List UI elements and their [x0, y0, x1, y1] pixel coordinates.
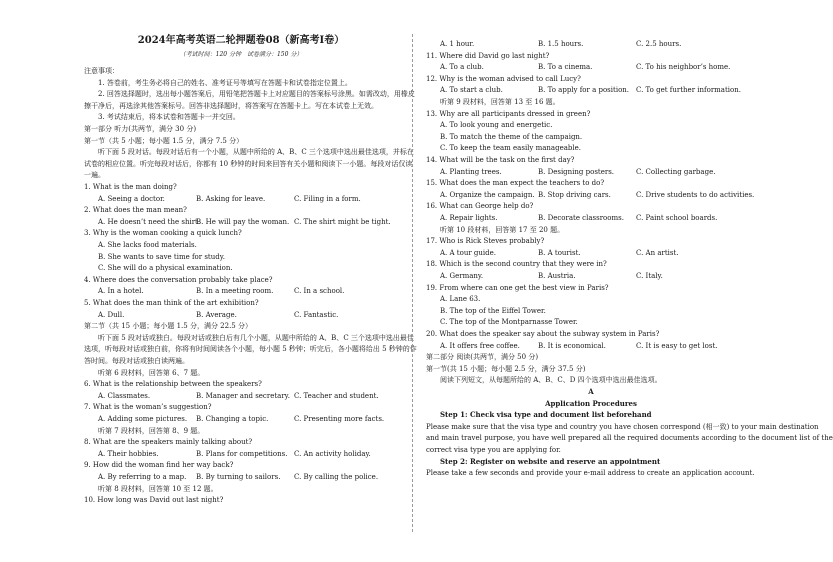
text-line: 听第 7 段材料，回答第 8、9 题。: [98, 426, 205, 435]
answer-option: C. By calling the police.: [294, 473, 379, 481]
question-text: 16. What can George help do?: [426, 202, 534, 211]
answer-option: B. Asking for leave.: [196, 194, 266, 203]
answer-option: A. Planting trees.: [440, 167, 502, 176]
answer-option: A. Repair lights.: [440, 214, 498, 222]
answer-option: A. In a hotel.: [98, 287, 144, 296]
answer-option: B. He will pay the woman.: [196, 217, 290, 226]
answer-option: A. It offers free coffee.: [440, 341, 520, 350]
answer-options-row: [84, 390, 398, 402]
question-text: 12. Why is the woman advised to call Lucy?: [426, 74, 581, 83]
answer-options-row: [84, 193, 398, 205]
answer-options-row: [426, 247, 756, 259]
answer-options-row: [84, 309, 398, 321]
question-text: 8. What are the speakers mainly talking about?: [84, 438, 253, 447]
answer-option: C. Filing in a form.: [294, 194, 361, 203]
answer-option: A. He doesn’t need the shirt.: [98, 217, 201, 226]
answer-option: A. To a club.: [440, 63, 484, 72]
answer-options-row: [84, 448, 398, 460]
question-text: 1. What is the man doing?: [84, 183, 177, 191]
question-text: 9. How did the woman find her way back?: [84, 461, 234, 470]
answer-option: B. In a meeting room.: [196, 287, 274, 296]
answer-options-row: [84, 216, 398, 228]
answer-option: B. To apply for a position.: [538, 86, 630, 95]
question-text: 2. 回答选择题时，选出每小题答案后，用铅笔把答题卡上对应题目的答案标号涂黑。如需改动，用橡皮: [98, 90, 415, 99]
text-line: B. She wants to save time for study.: [98, 252, 225, 261]
answer-option: A. Classmates.: [98, 391, 151, 400]
text-line: C. She will do a physical examination.: [98, 264, 233, 273]
text-line: 选项，听每段对话或独白前，你将有时间阅读各个小题，每小题 5 秒钟；听完后，各小题将给出 5 秒钟的作: [84, 345, 417, 354]
answer-option: B. Plans for competitions.: [196, 449, 288, 458]
text-line: 听第 6 段材料，回答第 6、7 题。: [98, 368, 205, 377]
text-line: Step 2: Register on website and reserve an appointment: [440, 456, 661, 466]
text-line: 注意事项：: [84, 67, 119, 75]
question-text: 18. Which is the second country that they were in?: [426, 260, 607, 269]
text-line: correct visa type you are applying for.: [426, 446, 561, 454]
answer-option: B. Designing posters.: [538, 167, 615, 176]
question-text: 19. From where can one get the best view in Paris?: [426, 283, 609, 292]
answer-option: B. A tourist.: [538, 248, 581, 257]
answer-option: C. 2.5 hours.: [636, 40, 682, 48]
answer-options-row: [84, 471, 398, 483]
answer-option: B. To a cinema.: [538, 63, 593, 72]
question-text: 1. 答卷前，考生务必将自己的姓名、准考证号等填写在答题卡和试卷指定位置上。: [98, 78, 352, 87]
answer-option: C. To his neighbor’s home.: [636, 63, 731, 72]
answer-option: C. An activity holiday.: [294, 449, 371, 458]
text-line: Application Procedures: [545, 398, 637, 408]
question-text: 13. Why are all participants dressed in green?: [426, 109, 591, 118]
question-text: 3. 考试结束后，将本试卷和答题卡一并交回。: [98, 113, 240, 122]
text-line: 第一部分 听力(共两节，满分 30 分): [84, 125, 197, 133]
text-line: 擦干净后，再选涂其他答案标号。回答非选择题时，将答案写在答题卡上。写在本试卷上无效。: [84, 101, 378, 110]
text-line: 第一节（共 5 小题；每小题 1.5 分，满分 7.5 分）: [84, 136, 244, 145]
question-text: 6. What is the relationship between the speakers?: [84, 380, 262, 389]
answer-option: C. Presenting more facts.: [294, 415, 385, 423]
answer-option: B. Austria.: [538, 272, 576, 280]
exam-title: 2024年高考英语二轮押题卷08（新高考Ⅰ卷）: [137, 35, 345, 46]
answer-option: B. Decorate classrooms.: [538, 214, 624, 222]
answer-option: A. Adding some pictures.: [98, 415, 188, 423]
question-text: 5. What does the man think of the art exhibition?: [84, 299, 259, 307]
text-line: 听第 9 段材料，回答第 13 至 16 题。: [440, 98, 560, 106]
answer-option: C. Fantastic.: [294, 310, 339, 319]
text-line: 阅读下列短文，从每题所给的 A、B、C、D 四个选项中选出最佳选项。: [440, 376, 662, 385]
answer-options-row: [426, 340, 756, 352]
answer-option: A. Dull.: [98, 310, 125, 319]
right-column: [426, 34, 833, 532]
answer-option: A. A tour guide.: [440, 248, 496, 257]
answer-options-row: [426, 212, 756, 224]
question-text: 2. What does the man mean?: [84, 206, 187, 215]
question-text: 3. Why is the woman cooking a quick lunch?: [84, 229, 242, 238]
text-line: 听下面 5 段对话。每段对话后有一个小题，从题中所给的 A、B、C 三个选项中选出最佳选项，并标在: [98, 148, 414, 157]
question-text: 17. Who is Rick Steves probably?: [426, 237, 545, 246]
answer-option: C. An artist.: [636, 248, 679, 257]
text-line: A. She lacks food materials.: [98, 241, 197, 249]
answer-option: B. Manager and secretary.: [196, 391, 290, 400]
answer-option: A. By referring to a map.: [98, 473, 187, 481]
answer-options-row: [426, 84, 756, 96]
text-line: and main travel purpose, you have well prepared all the required documents according to the document list of the: [426, 434, 833, 443]
answer-option: A. Seeing a doctor.: [98, 194, 165, 203]
exam-subtitle: （考试时间：120 分钟 试卷满分：150 分）: [179, 51, 303, 58]
text-line: 第二部分 阅读(共两节，满分 50 分): [426, 353, 539, 362]
text-line: 答时间。每段对话或独白读两遍。: [84, 357, 189, 365]
text-line: A. Lane 63.: [440, 295, 481, 304]
text-line: 听第 10 段材料，回答第 17 至 20 题。: [440, 225, 565, 234]
answer-option: B. Changing a topic.: [196, 415, 269, 423]
text-line: Step 1: Check visa type and document list beforehand: [440, 410, 652, 420]
answer-option: C. Drive students to do activities.: [636, 190, 755, 199]
answer-option: C. The shirt might be tight.: [294, 217, 391, 226]
answer-option: C. It is easy to get lost.: [636, 341, 718, 350]
answer-option: B. It is economical.: [538, 341, 606, 350]
answer-option: A. To start a club.: [440, 86, 503, 95]
text-line: A. To look young and energetic.: [440, 121, 553, 130]
answer-options-row: [84, 285, 398, 297]
answer-option: A. Their hobbies.: [98, 449, 159, 458]
text-line: 第二节（共 15 小题；每小题 1.5 分，满分 22.5 分）: [84, 322, 252, 331]
answer-option: A. Germany.: [440, 272, 484, 280]
text-line: 听下面 5 段对话或独白。每段对话或独白后有几个小题，从题中所给的 A、B、C 三个选项中选出最佳: [98, 333, 414, 342]
answer-option: C. Teacher and student.: [294, 391, 379, 400]
answer-options-row: [426, 38, 756, 50]
answer-options-row: [426, 270, 756, 282]
text-line: 第一节(共 15 小题；每小题 2.5 分，满分 37.5 分): [426, 364, 586, 373]
question-text: 4. Where does the conversation probably take place?: [84, 275, 273, 284]
left-column: [84, 34, 417, 532]
question-text: 11. Where did David go last night?: [426, 51, 550, 60]
question-text: 20. What does the speaker say about the subway system in Paris?: [426, 330, 660, 338]
text-line: 听第 8 段材料，回答第 10 至 12 题。: [98, 484, 218, 493]
question-text: 15. What does the man expect the teachers to do?: [426, 179, 605, 188]
text-line: B. The top of the Eiffel Tower.: [440, 306, 546, 315]
answer-options-row: [426, 166, 756, 178]
text-line: 一遍。: [84, 171, 105, 180]
answer-option: B. 1.5 hours.: [538, 40, 584, 48]
text-line: C. The top of the Montparnasse Tower.: [440, 318, 578, 327]
answer-option: A. 1 hour.: [440, 40, 475, 48]
answer-option: C. Collecting garbage.: [636, 167, 716, 176]
answer-options-row: [426, 189, 756, 201]
question-text: 14. What will be the task on the first day?: [426, 156, 575, 164]
text-line: Please take a few seconds and provide your e-mail address to create an application account.: [426, 469, 755, 478]
question-text: 7. What is the woman’s suggestion?: [84, 403, 212, 412]
text-line: 试卷的相应位置。听完每段对话后，你都有 10 秒钟的时间来回答有关小题和阅读下一小题。每段对话仅读: [84, 159, 413, 168]
answer-option: B. By turning to sailors.: [196, 473, 281, 481]
answer-option: A. Organize the campaign.: [440, 190, 535, 199]
answer-option: B. Average.: [196, 310, 237, 319]
text-line: Please make sure that the visa type and country you have chosen correspond (相一致) to your main destination: [426, 422, 819, 431]
answer-option: B. Stop driving cars.: [538, 190, 611, 199]
text-line: B. To match the theme of the campaign.: [440, 132, 583, 141]
answer-options-row: [84, 413, 398, 425]
column-divider: [412, 34, 413, 532]
answer-option: C. Italy.: [636, 272, 663, 280]
answer-option: C. To get further information.: [636, 86, 741, 95]
question-text: 10. How long was David out last night?: [84, 496, 224, 505]
answer-option: C. In a school.: [294, 287, 345, 296]
text-line: A: [588, 387, 594, 396]
text-line: C. To keep the team easily manageable.: [440, 144, 581, 153]
answer-option: C. Paint school boards.: [636, 214, 718, 222]
answer-options-row: [426, 61, 756, 73]
